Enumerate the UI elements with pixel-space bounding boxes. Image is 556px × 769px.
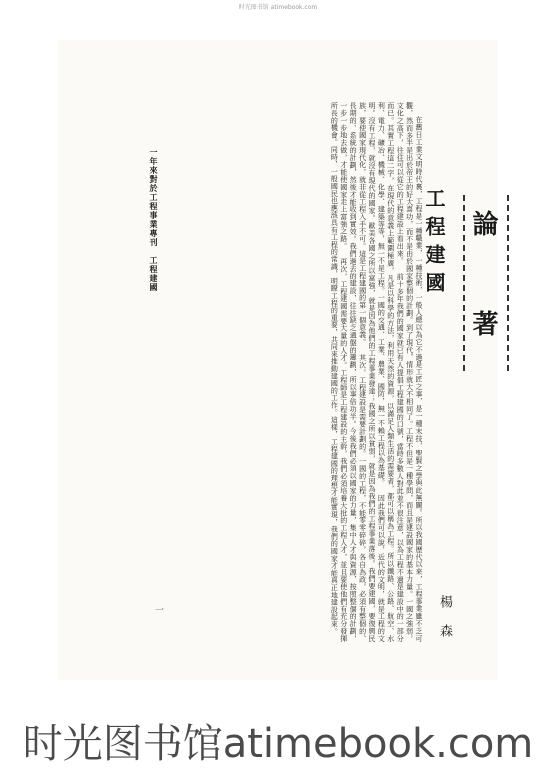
running-folio: 一年來對於工程事業專刊 工程建國 [149,148,159,292]
page-number: 一 [153,605,163,614]
article-title: 工程建國 [422,188,446,300]
section-title-char-1: 論 [468,210,498,236]
top-watermark-note: 时光图书馆 atimebook.com [238,4,318,11]
section-title-char-2: 著 [468,310,498,336]
article-body-text: 在舊日工業文明時代裏，工程是一種職業，一種技術，一般人總以為它不過是工匠之事，是一種末技，聖賢之學與此無關。所以我國歷代以來，工程事業雖不乏可觀，然而多半是出於帝王的好大喜功，而不是由於國家整個的計劃。到了現代，情形就大不相同了。工程不但是一種學問，而且是建設國家的基本力量。一國之強弱，文化之高下，往往可以從它的工程建設上看出來。 前十多年我們的國家就已有人提倡工程建國的口號，當時多數人對此並不很注意，以為工程不過是建設中的一部分而已。其實工程這二字，在現代的意義上範圍極廣，凡是以科學的方法，利用天然的資源，以滿足人類生活的需要者，都可以稱為工程。所以鐵路、公路、航空、水利、電力、礦冶、機械、化學、建築等等，無一不是工程。一國的交通、工業、農業、國防，無一不賴工程以為基礎。 因此我們可以說，近代的文明，就是工程的文明。沒有工程，就沒有現代的國家。歐美各國之所以富強，就是因為他們的工程事業發達；我國之所以貧弱，就是因為我們的工程事業落後。我們要建國，要復興民族，要使國家現代化，就非從工程入手不可。這是工程建國的第一個意義。 其次，工程建設是需要計劃的。一國的工程，不能零零碎碎，各自為政，必須有整個的、長期的、系統的計劃，然後才能收到實效。我們過去的建設，往往缺乏通盤的籌劃，所以事倍功半。今後我們必須以國家的力量，集中人才與資源，按照整個的計劃，一步一步地去做，才能使國家走上富強之路。 再次，工程建國需要大量的人才。工程師是工程建設的主幹，我們必須培養大批的工程人才，並且要使他們有充分發揮所長的機會。同時，一般國民也應該具有工程的常識，明瞭工程的重要，共同來推動建國的工作。這樣，工程建國的理想才能實現，我們的國家才能真正地建設起來。 [330,102,423,642]
document-page [58,40,498,680]
site-watermark: 时光图书馆atimebook.com [22,721,534,767]
article-author: 楊森 [437,595,452,653]
article-body [158,102,423,642]
